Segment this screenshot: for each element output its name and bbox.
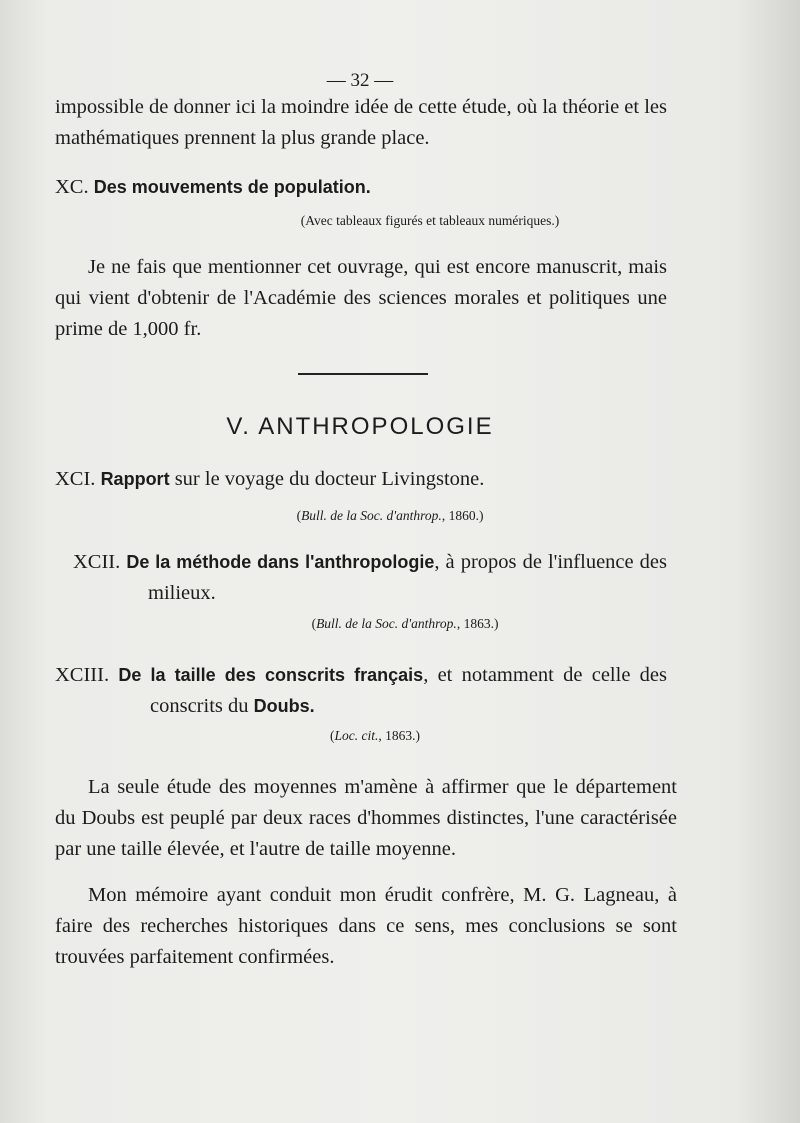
entry-xcii: [55, 547, 667, 609]
entry-xci-ref: (Bull. de la Soc. d'anthrop., 1860.): [296, 508, 484, 523]
entry-xciii: [55, 660, 667, 722]
entry-title-rest: sur le voyage du docteur Livingstone.: [169, 468, 485, 490]
entry-body: Je ne fais que mentionner cet ouvrage, qui est encore manuscrit, mais qui vient d'obtenir de l'Académie des sciences morales et politiques une prime de 1,000 fr.: [55, 256, 667, 340]
entry-number: XC.: [55, 176, 89, 198]
entry-xc: [55, 172, 667, 203]
intro-paragraph: [55, 92, 667, 154]
entry-xci: [55, 464, 667, 495]
section-divider: [298, 373, 428, 375]
body-text: Mon mémoire ayant conduit mon érudit confrère, M. G. Lagneau, à faire des recherches historiques dans ce sens, mes conclusions se sont trouvées parfaitement confirmées.: [55, 884, 677, 968]
body-text: La seule étude des moyennes m'amène à affirmer que le département du Doubs est peuplé par deux races d'hommes distinctes, l'une caractérisée par une taille élevée, et l'autre de taille moyenne.: [55, 776, 677, 860]
entry-number: XCI.: [55, 468, 96, 490]
entry-title: Des mouvements de population.: [93, 177, 371, 197]
entry-number: XCIII.: [55, 664, 110, 686]
paragraph-1: [55, 772, 677, 865]
reference-year: , 1860.): [441, 508, 484, 523]
section-heading: V. ANTHROPOLOGIE: [226, 413, 494, 440]
entry-title-rest: , à propos de l'influence des milieux.: [148, 551, 668, 604]
entry-xciii-ref: (Loc. cit., 1863.): [330, 728, 420, 743]
entry-title-2: Doubs.: [253, 696, 315, 716]
entry-xc-body: [55, 252, 667, 345]
reference-year: , 1863.): [378, 728, 420, 743]
entry-title: Rapport: [100, 469, 170, 489]
entry-note: (Avec tableaux figurés et tableaux numériques.): [300, 213, 560, 228]
entry-number: XCII.: [73, 551, 121, 573]
reference-year: , 1863.): [456, 616, 499, 631]
reference-source: Loc. cit.: [334, 728, 379, 743]
paragraph-2: [55, 880, 677, 973]
reference-source: Bull. de la Soc. d'anthrop.: [316, 616, 457, 631]
reference-source: Bull. de la Soc. d'anthrop.: [301, 508, 442, 523]
entry-title: De la taille des conscrits français: [118, 665, 424, 685]
intro-text: impossible de donner ici la moindre idée de cette étude, où la théorie et les mathématiques prennent la plus grande place.: [55, 96, 667, 149]
page-number: — 32 —: [326, 70, 394, 91]
entry-xc-note: [200, 213, 660, 229]
entry-xcii-ref: (Bull. de la Soc. d'anthrop., 1863.): [311, 616, 499, 631]
entry-title-rest: , et notamment de celle des conscrits du: [150, 664, 668, 717]
entry-title: De la méthode dans l'anthropologie: [126, 552, 435, 572]
